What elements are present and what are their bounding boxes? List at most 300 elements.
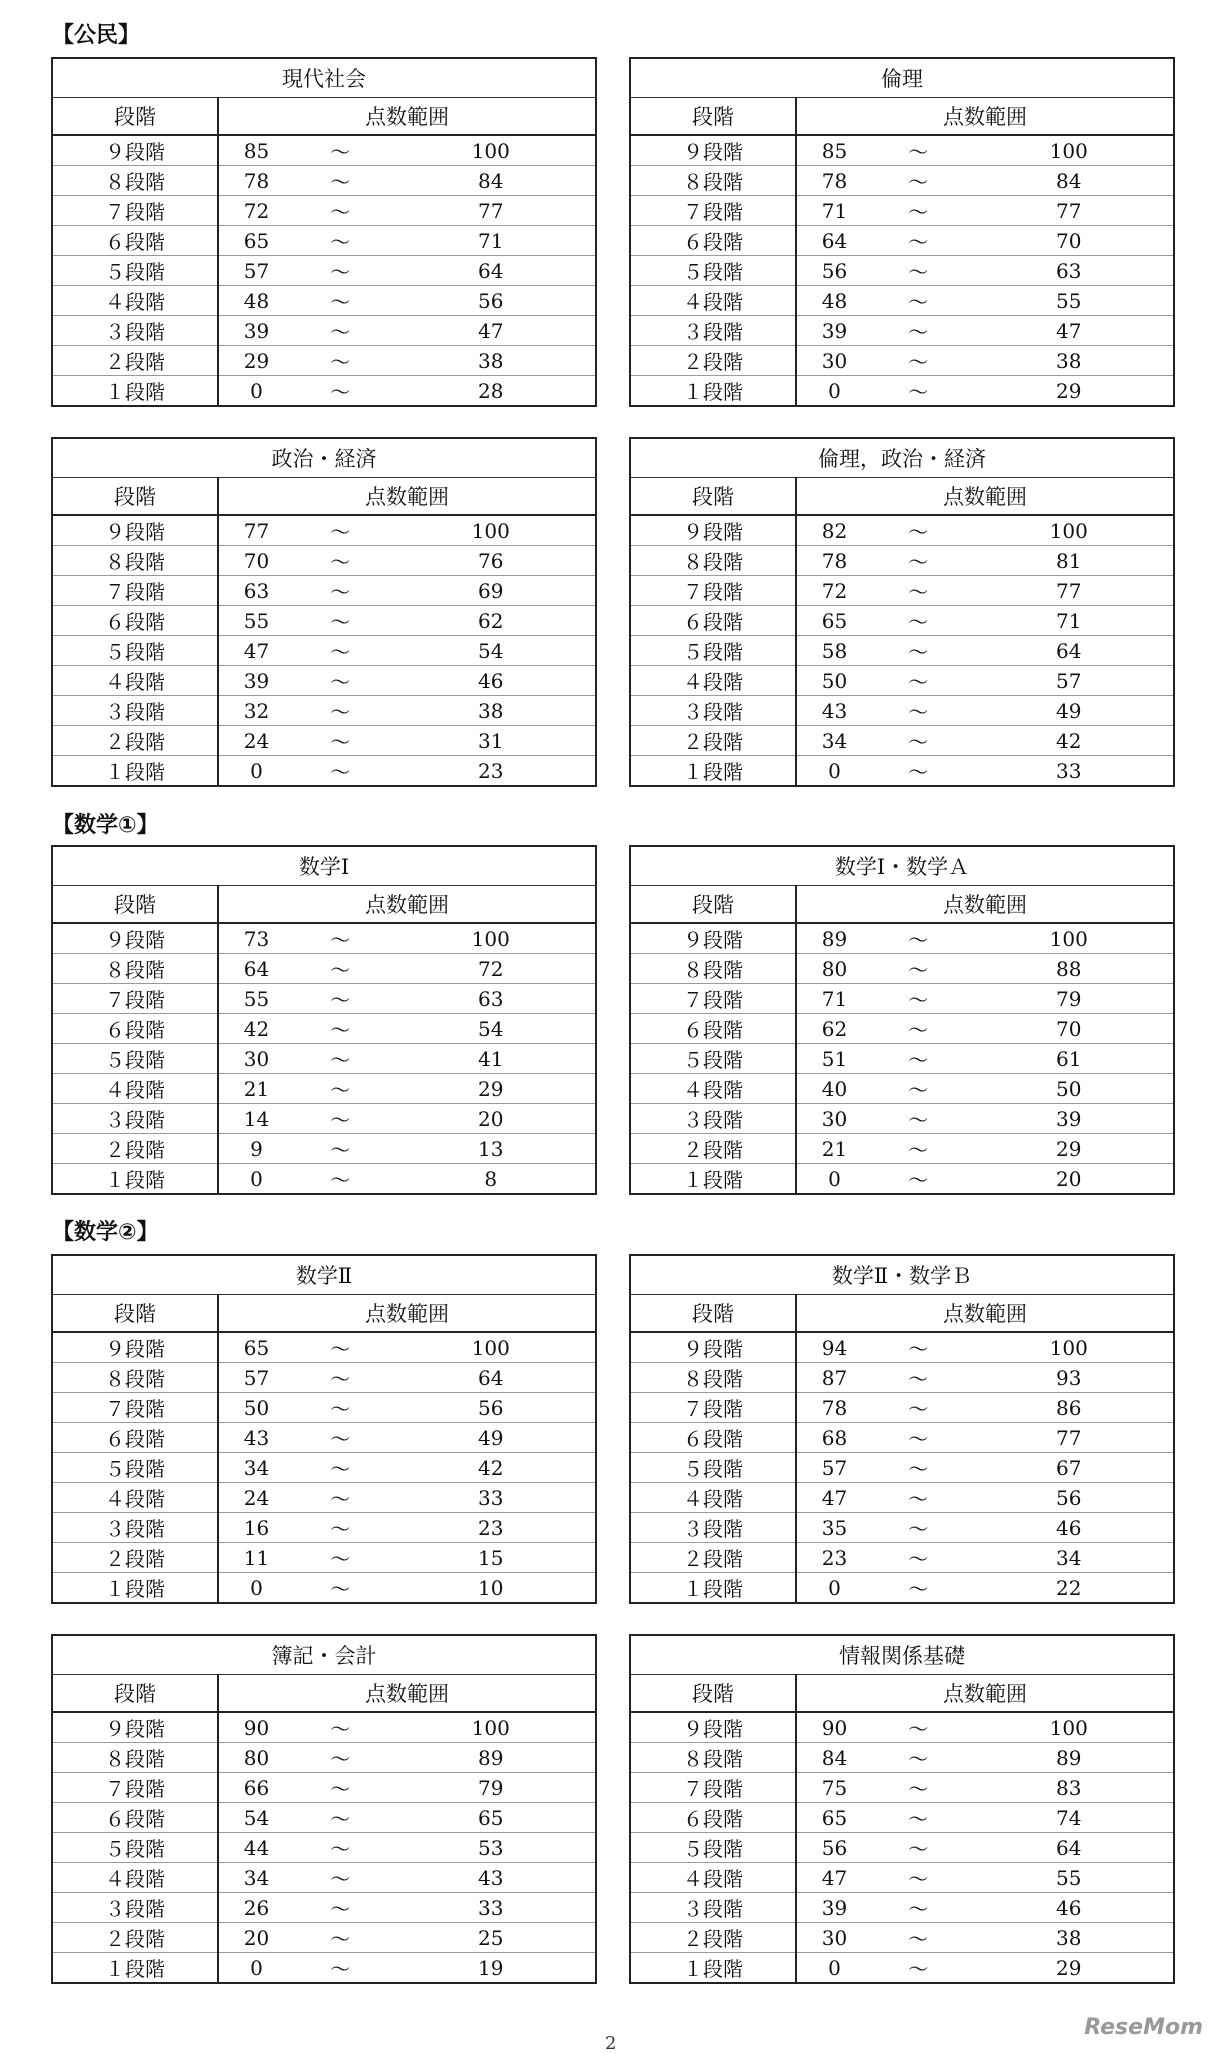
header-level: 段階 — [52, 1675, 218, 1713]
score-to-cell: 31 — [387, 726, 596, 756]
level-cell: ８段階 — [52, 954, 218, 984]
score-to-cell: 100 — [387, 1332, 596, 1363]
score-from-cell: 0 — [828, 378, 841, 403]
score-to-cell: 55 — [965, 1863, 1174, 1893]
table-row — [630, 606, 1174, 636]
level-cell: ２段階 — [52, 726, 218, 756]
tilde-cell: 〜 — [330, 380, 351, 404]
tilde-cell: 〜 — [294, 1833, 386, 1863]
score-to-cell: 20 — [1056, 1166, 1082, 1191]
score-to-cell: 56 — [387, 286, 596, 316]
level-cell: ３段階 — [630, 696, 796, 726]
tilde-cell: 〜 — [872, 696, 964, 726]
score-to-cell: 70 — [965, 1014, 1174, 1044]
score-to-cell: 100 — [965, 1712, 1174, 1743]
level-cell: ２段階 — [52, 1134, 218, 1164]
score-from-cell: 72 — [218, 196, 294, 226]
score-from-cell: 43 — [218, 1423, 294, 1453]
score-from-cell: 0 — [250, 758, 263, 783]
score-to-cell: 42 — [387, 1453, 596, 1483]
score-from-cell: 55 — [218, 984, 294, 1014]
score-from-cell: 42 — [218, 1014, 294, 1044]
tilde-cell: 〜 — [872, 135, 964, 166]
score-to-cell: 70 — [965, 226, 1174, 256]
level-cell: ５段階 — [630, 636, 796, 666]
score-to-cell: 100 — [387, 923, 596, 954]
tilde-cell: 〜 — [294, 1863, 386, 1893]
level-cell: ４段階 — [52, 666, 218, 696]
table-row — [630, 923, 1174, 954]
score-from-cell: 16 — [218, 1513, 294, 1543]
tilde-cell: 〜 — [872, 1743, 964, 1773]
table-row — [630, 1712, 1174, 1743]
score-to-cell: 38 — [387, 696, 596, 726]
tilde-cell: 〜 — [294, 1423, 386, 1453]
table-row — [52, 135, 596, 166]
score-from-cell: 34 — [218, 1863, 294, 1893]
tilde-cell: 〜 — [294, 1513, 386, 1543]
tilde-cell: 〜 — [294, 256, 386, 286]
score-to-cell: 93 — [965, 1363, 1174, 1393]
score-to-cell: 56 — [965, 1483, 1174, 1513]
score-from-cell: 94 — [796, 1332, 872, 1363]
score-to-cell: 72 — [387, 954, 596, 984]
table-title-row — [630, 58, 1174, 98]
score-from-cell: 30 — [796, 1104, 872, 1134]
table-row — [52, 1513, 596, 1543]
table-row — [52, 226, 596, 256]
score-to-cell: 81 — [965, 546, 1174, 576]
grade-table-modern-society — [51, 57, 597, 407]
level-cell: １段階 — [630, 1164, 796, 1195]
score-to-cell: 67 — [965, 1453, 1174, 1483]
table-row — [630, 1573, 1174, 1604]
table-row — [630, 1863, 1174, 1893]
header-level: 段階 — [52, 1295, 218, 1333]
score-from-cell: 70 — [218, 546, 294, 576]
table-title-row — [52, 1635, 596, 1675]
table-title: 簿記・会計 — [52, 1635, 596, 1675]
score-from-cell: 11 — [218, 1543, 294, 1573]
score-from-cell: 57 — [796, 1453, 872, 1483]
tilde-cell: 〜 — [294, 226, 386, 256]
score-from-cell: 47 — [218, 636, 294, 666]
score-to-cell: 29 — [1056, 1955, 1082, 1980]
score-to-cell: 38 — [965, 1923, 1174, 1953]
score-to-cell: 49 — [965, 696, 1174, 726]
score-to-cell: 29 — [965, 1134, 1174, 1164]
score-to-cell: 38 — [387, 346, 596, 376]
level-cell: ７段階 — [52, 576, 218, 606]
table-row — [52, 1923, 596, 1953]
tilde-cell: 〜 — [872, 1423, 964, 1453]
score-from-cell: 26 — [218, 1893, 294, 1923]
table-header-row — [630, 98, 1174, 136]
table-row — [52, 1712, 596, 1743]
grade-table-math-2 — [51, 1254, 597, 1604]
table-row — [52, 666, 596, 696]
level-cell: ３段階 — [52, 696, 218, 726]
score-to-cell: 56 — [387, 1393, 596, 1423]
table-row — [630, 1332, 1174, 1363]
score-from-cell: 30 — [796, 346, 872, 376]
score-to-cell: 38 — [965, 346, 1174, 376]
table-row — [52, 1134, 596, 1164]
score-to-cell: 19 — [478, 1955, 504, 1980]
score-to-cell: 42 — [965, 726, 1174, 756]
score-to-cell: 63 — [387, 984, 596, 1014]
level-cell: ２段階 — [630, 346, 796, 376]
table-row — [52, 756, 596, 787]
tilde-cell: 〜 — [908, 380, 929, 404]
score-to-cell: 47 — [965, 316, 1174, 346]
score-from-cell: 71 — [796, 196, 872, 226]
level-cell: ５段階 — [52, 1453, 218, 1483]
table-row — [630, 286, 1174, 316]
level-cell: ５段階 — [630, 1453, 796, 1483]
level-cell: ４段階 — [630, 1863, 796, 1893]
table-row — [52, 1423, 596, 1453]
tilde-cell: 〜 — [872, 1543, 964, 1573]
score-from-cell: 44 — [218, 1833, 294, 1863]
tilde-cell: 〜 — [872, 1513, 964, 1543]
score-from-cell: 0 — [828, 1575, 841, 1600]
score-to-cell: 62 — [387, 606, 596, 636]
header-score-range: 点数範囲 — [796, 1675, 1174, 1713]
table-row — [52, 166, 596, 196]
table-row — [630, 1483, 1174, 1513]
level-cell: ９段階 — [630, 515, 796, 546]
score-to-cell: 100 — [965, 135, 1174, 166]
header-score-range: 点数範囲 — [796, 886, 1174, 924]
level-cell: ２段階 — [52, 346, 218, 376]
level-cell: ９段階 — [52, 1712, 218, 1743]
level-cell: ９段階 — [630, 1712, 796, 1743]
level-cell: ８段階 — [52, 1363, 218, 1393]
tilde-cell: 〜 — [872, 1803, 964, 1833]
tilde-cell: 〜 — [294, 166, 386, 196]
level-cell: ２段階 — [52, 1923, 218, 1953]
table-row — [52, 515, 596, 546]
score-to-cell: 64 — [387, 256, 596, 286]
table-title: 政治・経済 — [52, 438, 596, 478]
page-number: 2 — [605, 2033, 617, 2054]
table-row — [52, 923, 596, 954]
score-to-cell: 23 — [387, 1513, 596, 1543]
table-row — [52, 256, 596, 286]
table-row — [52, 1953, 596, 1984]
score-from-cell: 39 — [218, 316, 294, 346]
table-row — [52, 696, 596, 726]
table-row — [630, 1513, 1174, 1543]
table-title: 倫理 — [630, 58, 1174, 98]
grade-table-information-basics — [629, 1634, 1175, 1984]
level-cell: ６段階 — [52, 1014, 218, 1044]
score-from-cell: 55 — [218, 606, 294, 636]
tilde-cell: 〜 — [294, 606, 386, 636]
grade-table-math-1a — [629, 845, 1175, 1195]
score-to-cell: 100 — [387, 515, 596, 546]
table-row — [630, 135, 1174, 166]
score-from-cell: 0 — [828, 1166, 841, 1191]
tilde-cell: 〜 — [872, 226, 964, 256]
tilde-cell: 〜 — [872, 546, 964, 576]
table-row — [52, 1014, 596, 1044]
table-row — [630, 1014, 1174, 1044]
tilde-cell: 〜 — [294, 954, 386, 984]
table-row — [630, 666, 1174, 696]
level-cell: ７段階 — [630, 576, 796, 606]
tilde-cell: 〜 — [294, 1712, 386, 1743]
table-title: 数学Ⅰ — [52, 846, 596, 886]
level-cell: １段階 — [630, 1573, 796, 1604]
table-row — [52, 286, 596, 316]
score-from-cell: 0 — [250, 1575, 263, 1600]
table-row — [52, 726, 596, 756]
score-to-cell: 28 — [478, 378, 504, 403]
score-from-cell: 0 — [828, 758, 841, 783]
table-title-row — [52, 1255, 596, 1295]
score-from-cell: 47 — [796, 1483, 872, 1513]
level-cell: １段階 — [630, 1953, 796, 1984]
level-cell: ６段階 — [630, 226, 796, 256]
table-header-row — [52, 1675, 596, 1713]
score-to-cell: 83 — [965, 1773, 1174, 1803]
score-to-cell: 29 — [387, 1074, 596, 1104]
score-from-cell: 72 — [796, 576, 872, 606]
tilde-cell: 〜 — [294, 726, 386, 756]
level-cell: ６段階 — [630, 1803, 796, 1833]
table-row — [52, 1483, 596, 1513]
level-cell: ３段階 — [630, 316, 796, 346]
level-cell: ２段階 — [630, 1543, 796, 1573]
score-from-cell: 68 — [796, 1423, 872, 1453]
score-from-cell: 50 — [218, 1393, 294, 1423]
score-from-cell: 39 — [796, 316, 872, 346]
tilde-cell: 〜 — [294, 636, 386, 666]
level-cell: ７段階 — [630, 984, 796, 1014]
table-row — [52, 1164, 596, 1195]
score-to-cell: 86 — [965, 1393, 1174, 1423]
score-from-cell: 29 — [218, 346, 294, 376]
table-title-row — [630, 1255, 1174, 1295]
score-to-cell: 61 — [965, 1044, 1174, 1074]
score-from-cell: 24 — [218, 726, 294, 756]
level-cell: ２段階 — [630, 1923, 796, 1953]
brand-watermark: ReseMom — [1084, 2015, 1203, 2040]
score-to-cell: 74 — [965, 1803, 1174, 1833]
tilde-cell: 〜 — [872, 1483, 964, 1513]
level-cell: ７段階 — [52, 196, 218, 226]
score-to-cell: 33 — [1056, 758, 1082, 783]
tilde-cell: 〜 — [872, 1332, 964, 1363]
level-cell: ４段階 — [52, 1483, 218, 1513]
table-row — [630, 984, 1174, 1014]
tilde-cell: 〜 — [872, 316, 964, 346]
tilde-cell: 〜 — [872, 1773, 964, 1803]
header-score-range: 点数範囲 — [796, 1295, 1174, 1333]
score-from-cell: 20 — [218, 1923, 294, 1953]
score-to-cell: 41 — [387, 1044, 596, 1074]
tilde-cell: 〜 — [908, 1957, 929, 1981]
score-to-cell: 54 — [387, 636, 596, 666]
level-cell: ３段階 — [52, 1513, 218, 1543]
table-row — [630, 1893, 1174, 1923]
score-from-cell: 32 — [218, 696, 294, 726]
tilde-cell: 〜 — [872, 726, 964, 756]
tilde-cell: 〜 — [294, 1773, 386, 1803]
tilde-cell: 〜 — [872, 1393, 964, 1423]
tilde-cell: 〜 — [294, 286, 386, 316]
score-from-cell: 51 — [796, 1044, 872, 1074]
score-to-cell: 49 — [387, 1423, 596, 1453]
table-row — [52, 576, 596, 606]
tilde-cell: 〜 — [872, 1453, 964, 1483]
score-from-cell: 75 — [796, 1773, 872, 1803]
tilde-cell: 〜 — [908, 1577, 929, 1601]
score-to-cell: 71 — [965, 606, 1174, 636]
section-title-math-2: 【数学②】 — [52, 1220, 159, 1245]
header-level: 段階 — [52, 886, 218, 924]
score-from-cell: 84 — [796, 1743, 872, 1773]
score-to-cell: 64 — [387, 1363, 596, 1393]
tilde-cell: 〜 — [872, 1044, 964, 1074]
level-cell: ９段階 — [630, 1332, 796, 1363]
score-from-cell: 64 — [796, 226, 872, 256]
header-level: 段階 — [630, 478, 796, 516]
tilde-cell: 〜 — [294, 346, 386, 376]
header-level: 段階 — [52, 98, 218, 136]
score-from-cell: 54 — [218, 1803, 294, 1833]
table-row — [52, 606, 596, 636]
score-to-cell: 8 — [484, 1166, 498, 1191]
header-score-range: 点数範囲 — [218, 98, 596, 136]
table-row — [630, 546, 1174, 576]
score-to-cell: 79 — [387, 1773, 596, 1803]
table-row — [630, 1363, 1174, 1393]
score-from-cell: 63 — [218, 576, 294, 606]
score-from-cell: 21 — [218, 1074, 294, 1104]
table-header-row — [52, 886, 596, 924]
tilde-cell: 〜 — [294, 1014, 386, 1044]
score-to-cell: 100 — [965, 1332, 1174, 1363]
score-to-cell: 15 — [387, 1543, 596, 1573]
tilde-cell: 〜 — [872, 1134, 964, 1164]
score-from-cell: 39 — [218, 666, 294, 696]
table-row — [52, 1573, 596, 1604]
tilde-cell: 〜 — [294, 1893, 386, 1923]
table-title: 数学Ⅱ — [52, 1255, 596, 1295]
score-from-cell: 56 — [796, 1833, 872, 1863]
tilde-cell: 〜 — [872, 1014, 964, 1044]
level-cell: １段階 — [52, 1164, 218, 1195]
score-to-cell: 89 — [965, 1743, 1174, 1773]
tilde-cell: 〜 — [872, 1104, 964, 1134]
tilde-cell: 〜 — [872, 1712, 964, 1743]
score-from-cell: 9 — [218, 1134, 294, 1164]
score-from-cell: 35 — [796, 1513, 872, 1543]
score-from-cell: 21 — [796, 1134, 872, 1164]
score-from-cell: 80 — [218, 1743, 294, 1773]
level-cell: １段階 — [52, 376, 218, 407]
level-cell: ８段階 — [52, 166, 218, 196]
level-cell: ４段階 — [52, 1074, 218, 1104]
level-cell: ５段階 — [52, 636, 218, 666]
tilde-cell: 〜 — [294, 1104, 386, 1134]
score-to-cell: 43 — [387, 1863, 596, 1893]
tilde-cell: 〜 — [294, 1332, 386, 1363]
level-cell: １段階 — [52, 1573, 218, 1604]
table-title: 現代社会 — [52, 58, 596, 98]
tilde-cell: 〜 — [872, 1893, 964, 1923]
level-cell: ８段階 — [630, 546, 796, 576]
level-cell: １段階 — [630, 756, 796, 787]
table-row — [52, 1773, 596, 1803]
score-from-cell: 23 — [796, 1543, 872, 1573]
score-from-cell: 65 — [796, 606, 872, 636]
header-score-range: 点数範囲 — [218, 1295, 596, 1333]
level-cell: ８段階 — [630, 954, 796, 984]
score-to-cell: 100 — [965, 515, 1174, 546]
score-from-cell: 34 — [796, 726, 872, 756]
table-row — [630, 1543, 1174, 1573]
header-level: 段階 — [630, 1675, 796, 1713]
level-cell: ８段階 — [630, 1743, 796, 1773]
level-cell: ９段階 — [630, 923, 796, 954]
table-row — [52, 984, 596, 1014]
table-row — [630, 1773, 1174, 1803]
score-to-cell: 64 — [965, 636, 1174, 666]
level-cell: ６段階 — [52, 226, 218, 256]
score-from-cell: 89 — [796, 923, 872, 954]
table-title-row — [630, 1635, 1174, 1675]
table-row — [630, 346, 1174, 376]
score-from-cell: 34 — [218, 1453, 294, 1483]
score-from-cell: 43 — [796, 696, 872, 726]
level-cell: ７段階 — [52, 1773, 218, 1803]
score-to-cell: 13 — [387, 1134, 596, 1164]
table-row — [630, 696, 1174, 726]
tilde-cell: 〜 — [330, 1957, 351, 1981]
score-from-cell: 14 — [218, 1104, 294, 1134]
table-row — [630, 576, 1174, 606]
table-row — [630, 1743, 1174, 1773]
tilde-cell: 〜 — [294, 546, 386, 576]
grade-table-politics-economics — [51, 437, 597, 787]
score-to-cell: 64 — [965, 1833, 1174, 1863]
level-cell: ３段階 — [52, 316, 218, 346]
level-cell: ７段階 — [630, 196, 796, 226]
score-from-cell: 47 — [796, 1863, 872, 1893]
table-row — [630, 376, 1174, 407]
table-row — [630, 1923, 1174, 1953]
header-level: 段階 — [630, 886, 796, 924]
level-cell: ４段階 — [52, 286, 218, 316]
table-row — [630, 1164, 1174, 1195]
table-row — [630, 1803, 1174, 1833]
score-from-cell: 50 — [796, 666, 872, 696]
table-row — [630, 1953, 1174, 1984]
tilde-cell: 〜 — [330, 760, 351, 784]
level-cell: ４段階 — [630, 286, 796, 316]
score-to-cell: 34 — [965, 1543, 1174, 1573]
table-row — [630, 1833, 1174, 1863]
table-row — [52, 1044, 596, 1074]
table-row — [52, 346, 596, 376]
tilde-cell: 〜 — [294, 1743, 386, 1773]
tilde-cell: 〜 — [294, 1074, 386, 1104]
score-from-cell: 65 — [218, 1332, 294, 1363]
